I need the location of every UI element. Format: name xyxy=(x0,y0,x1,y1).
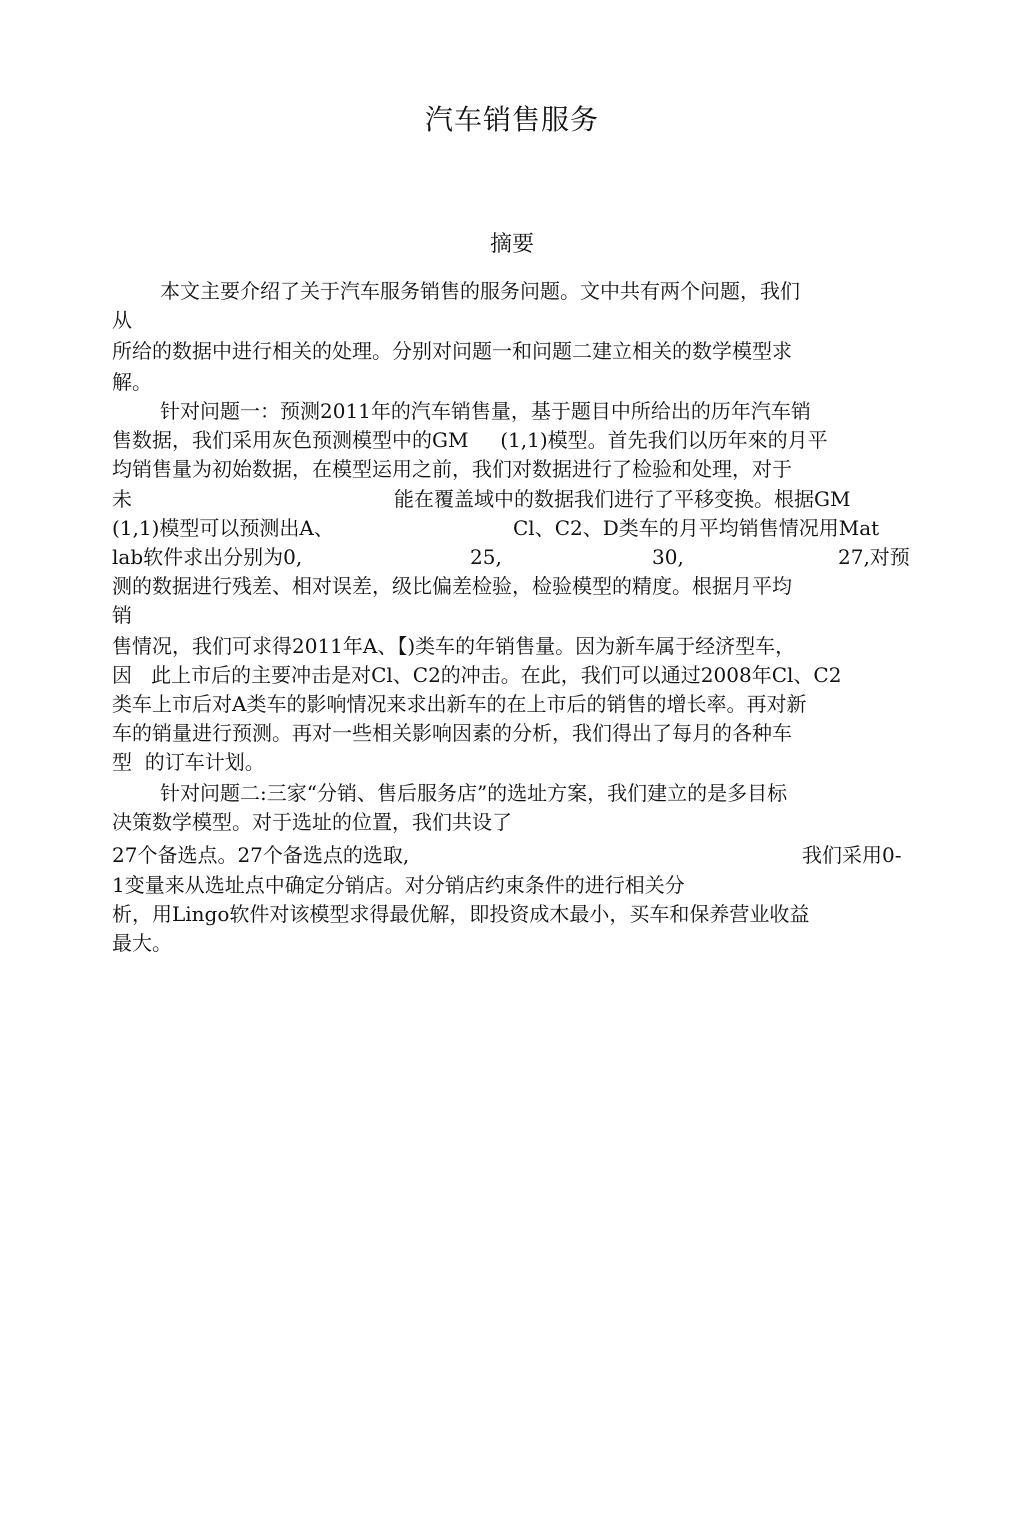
abstract-line-end: 能在覆盖域中的数据我们进行了平移变换。根据GM xyxy=(394,487,851,511)
abstract-line: 销 xyxy=(112,603,132,627)
abstract-line-end: Cl、C2、D类车的月平均销售情况用Mat xyxy=(513,516,880,540)
abstract-line: 析，用Lingo软件对该模型求得最优解，即投资成木最小，买车和保养营业收益 xyxy=(112,902,810,926)
abstract-line-segment: 30, xyxy=(652,545,684,569)
abstract-line: 售数据，我们采用灰色预测模型中的GM (1,1)模型。首先我们以历年來的月平 xyxy=(112,428,828,452)
abstract-line: 所给的数据中进行相关的处理。分别对问题一和问题二建立相关的数学模型求 xyxy=(112,339,792,363)
abstract-line-end: 我们采用0- xyxy=(802,843,902,867)
abstract-line: 1变量来从选址点中确定分销店。对分销店约束条件的进行相关分 xyxy=(112,873,685,897)
abstract-line: 因 此上市后的主要冲击是对Cl、C2的冲击。在此，我们可以通过2008年Cl、C2 xyxy=(112,663,842,687)
abstract-line: 针对问题二:三家“分销、售后服务店”的选址方案，我们建立的是多目标 xyxy=(160,781,788,805)
document-title: 汽车销售服务 xyxy=(424,103,599,136)
abstract-line: 类车上市后对A类车的影响情况来求出新车的在上市后的销售的增长率。再对新 xyxy=(112,692,807,716)
abstract-line-start: lab软件求出分别为0, xyxy=(112,545,303,569)
abstract-line: 从 xyxy=(112,308,132,332)
abstract-line: 最大。 xyxy=(112,931,172,955)
abstract-line: 决策数学模型。对于选址的位置，我们共设了 xyxy=(112,810,512,834)
abstract-line-end: 27,对预 xyxy=(838,545,910,569)
abstract-line-start: (1,1)模型可以预测出A、 xyxy=(112,516,334,540)
abstract-line-start: 未 xyxy=(112,487,132,511)
abstract-line: 测的数据进行残差、相对误差，级比偏差检验，检验模型的精度。根据月平均 xyxy=(112,574,792,598)
abstract-line: 针对问题一：预测2011年的汽车销售量，基于题目中所给出的历年汽车销 xyxy=(160,399,811,423)
abstract-line: 均销售量为初始数据，在模型运用之前，我们对数据进行了检验和处理，对于 xyxy=(112,457,792,481)
abstract-line: 型 的订车计划。 xyxy=(112,750,265,774)
abstract-line: 本文主要介绍了关于汽车服务销售的服务问题。文中共有两个问题，我们 xyxy=(160,279,800,303)
abstract-line: 解。 xyxy=(112,370,152,394)
abstract-heading: 摘要 xyxy=(489,232,534,257)
abstract-line: 车的销量进行预测。再对一些相关影响因素的分析，我们得出了每月的各种车 xyxy=(112,721,792,745)
abstract-line-start: 27个备选点。27个备选点的选取, xyxy=(112,843,410,867)
abstract-line-segment: 25, xyxy=(470,545,502,569)
abstract-line: 售情况，我们可求得2011年A、【)类车的年销售量。因为新车属于经济型车， xyxy=(112,634,796,658)
